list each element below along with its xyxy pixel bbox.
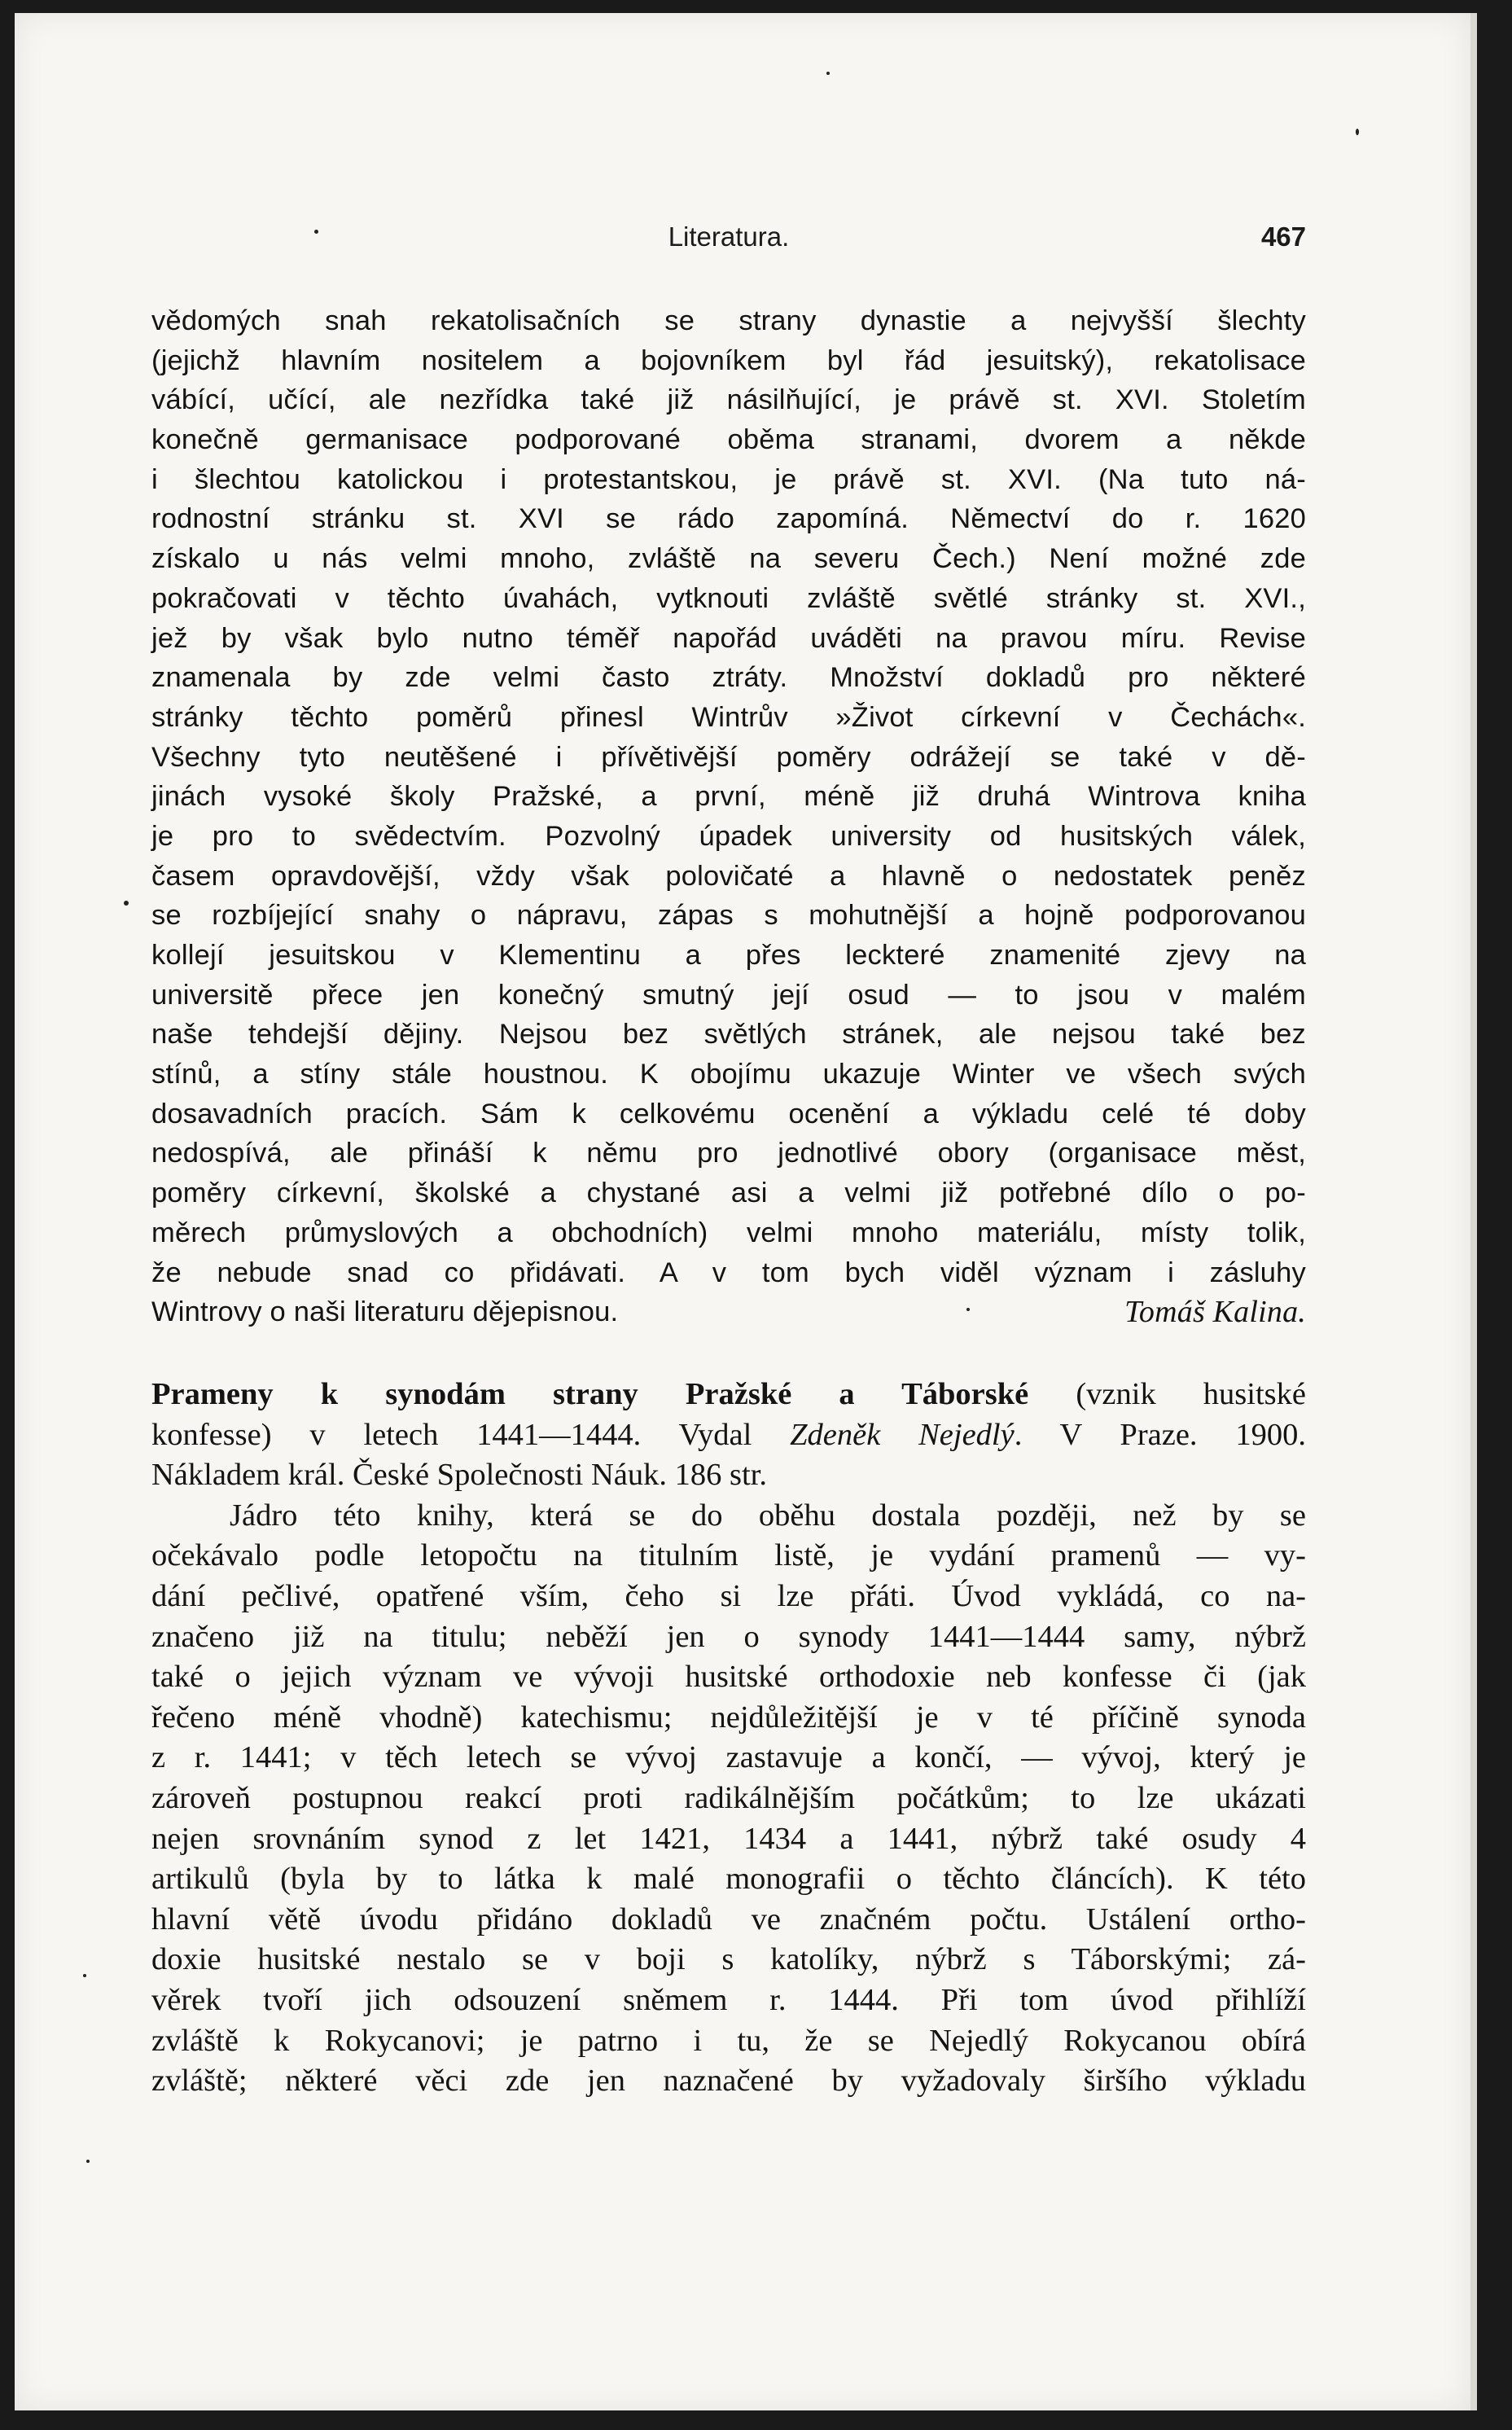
text-line: z r. 1441; v těch letech se vývoj zastavuje a končí, — vývoj, který je — [151, 1740, 1306, 1775]
text-line: Jádro této knihy, která se do oběhu dostala později, než by se — [230, 1498, 1306, 1533]
text-line: také o jejich význam ve vývoji husitské orthodoxie neb konfesse či (jak — [151, 1660, 1306, 1695]
text-line: rodnostní stránku st. XVI se rádo zapomíná. Němectví do r. 1620 — [151, 503, 1306, 535]
closing-line — [151, 1292, 1306, 1332]
text-line: artikulů (byla by to látka k malé monografii o těchto článcích). K této — [151, 1862, 1306, 1897]
text-line: měrech průmyslových a obchodních) velmi mnoho materiálu, místy tolik, — [151, 1217, 1306, 1248]
text-line: dosavadních pracích. Sám k celkovému ocenění a výkladu celé té doby — [151, 1098, 1306, 1129]
book-meta: konfesse) v letech 1441—1444. Vydal — [151, 1417, 791, 1452]
text-line: Všechny tyto neutěšené i přívětivější poměry odrážejí se také v dě- — [151, 741, 1306, 773]
book-subtitle: (vznik husitské — [1028, 1377, 1306, 1411]
text-line: že nebude snad co přidávati. A v tom bych viděl význam i zásluhy — [151, 1257, 1306, 1288]
review-prameny — [151, 1375, 1306, 2102]
page-edge — [1470, 13, 1477, 2410]
page-number: 467 — [1260, 222, 1306, 252]
text-line: očekávalo podle letopočtu na titulním listě, je vydání pramenů — vy- — [151, 1538, 1306, 1573]
text-line: znamenala by zde velmi často ztráty. Množství dokladů pro některé — [151, 662, 1306, 694]
book-editor: Zdeněk Nejedlý — [790, 1417, 1015, 1452]
running-head — [151, 222, 1306, 262]
text-line: zvláště; některé věci zde jen naznačené by vyžadovaly širšího výkladu — [151, 2064, 1306, 2099]
text-line: zároveň postupnou reakcí proti radikálnějším počátkům; to lze ukázati — [151, 1780, 1306, 1815]
closing-text: Wintrovy o naši literaturu dějepisnou. — [151, 1296, 619, 1328]
print-speck — [1356, 129, 1359, 135]
text-line: doxie husitské nestalo se v boji s katolíky, nýbrž s Táborskými; zá- — [151, 1942, 1306, 1977]
text-line: (jejichž hlavním nositelem a bojovníkem byl řád jesuitský), rekatolisace — [151, 344, 1306, 376]
text-line: vědomých snah rekatolisačních se strany dynastie a nejvyšší šlechty — [151, 305, 1306, 336]
running-head-title: Literatura. — [668, 222, 790, 252]
text-line: universitě přece jen konečný smutný její osud — to jsou v malém — [151, 979, 1306, 1011]
text-line: dání pečlivé, opatřené vším, čeho si lze přáti. Úvod vykládá, co na- — [151, 1578, 1306, 1613]
text-line: časem opravdovější, vždy však polovičaté a hlavně o nedostatek peněz — [151, 860, 1306, 892]
text-line: nejen srovnáním synod z let 1421, 1434 a 1441, nýbrž také osudy 4 — [151, 1821, 1306, 1856]
print-speck — [83, 1974, 86, 1977]
text-line: jež by však bylo nutno téměř napořád uváděti na pravou míru. Revise — [151, 622, 1306, 654]
text-line: jinách vysoké školy Pražské, a první, méně již druhá Wintrova kniha — [151, 781, 1306, 813]
text-line: věrek tvoří jich odsouzení sněmem r. 1444. Při tom úvod přihlíží — [151, 1982, 1306, 2017]
text-line: i šlechtou katolickou i protestantskou, je právě st. XVI. (Na tuto ná- — [151, 463, 1306, 495]
text-line: konečně germanisace podporované oběma stranami, dvorem a někde — [151, 424, 1306, 456]
text-line: nedospívá, ale přináší k němu pro jednotlivé obory (organisace měst, — [151, 1138, 1306, 1169]
author-signature: Tomáš Kalina. — [1124, 1295, 1306, 1330]
text-line: se rozbíjející snahy o nápravu, zápas s mohutnější a hojně podporovanou — [151, 900, 1306, 932]
text-line: naše tehdejší dějiny. Nejsou bez světlých stránek, ale nejsou také bez — [151, 1019, 1306, 1051]
print-speck — [86, 2160, 90, 2163]
text-line: pokračovati v těchto úvahách, vytknouti zvláště světlé stránky st. XVI., — [151, 582, 1306, 614]
text-line: hlavní větě úvodu přidáno dokladů ve značném počtu. Ustálení ortho- — [151, 1901, 1306, 1937]
text-line: značeno již na titulu; neběží jen o synody 1441—1444 samy, nýbrž — [151, 1619, 1306, 1654]
text-line: je pro to svědectvím. Pozvolný úpadek university od husitských válek, — [151, 820, 1306, 852]
text-line: stínů, a stíny stále houstnou. K obojímu ukazuje Winter ve všech svých — [151, 1059, 1306, 1090]
book-title: Prameny k synodám strany Pražské a Táborské — [151, 1377, 1029, 1411]
text-line: stránky těchto poměrů přinesl Wintrův »Život církevní v Čechách«. — [151, 701, 1306, 733]
text-line: kollejí jesuitskou v Klementinu a přes leckteré znamenité zjevy na — [151, 940, 1306, 971]
book-place-year: . V Praze. 1900. — [1014, 1417, 1306, 1452]
print-speck — [826, 72, 830, 75]
text-line: poměry církevní, školské a chystané asi a velmi již potřebné dílo o po- — [151, 1178, 1306, 1209]
text-line: řečeno méně vhodně) katechismu; nejdůležitější je v té příčině synoda — [151, 1700, 1306, 1735]
text-line: vábící, učící, ale nezřídka také již násilňující, je právě st. XVI. Stoletím — [151, 384, 1306, 416]
review-title-line — [151, 1375, 1306, 1415]
print-speck — [124, 901, 129, 906]
text-line: zvláště k Rokycanovi; je patrno i tu, že se Nejedlý Rokycanou obírá — [151, 2023, 1306, 2058]
review-kalina — [151, 301, 1306, 1332]
book-publisher: Nákladem král. České Společnosti Náuk. 186 str. — [151, 1458, 767, 1493]
print-speck — [314, 230, 318, 234]
review-title-line — [151, 1415, 1306, 1456]
print-speck — [966, 1308, 970, 1311]
text-line: získalo u nás velmi mnoho, zvláště na severu Čech.) Není možné zde — [151, 543, 1306, 575]
